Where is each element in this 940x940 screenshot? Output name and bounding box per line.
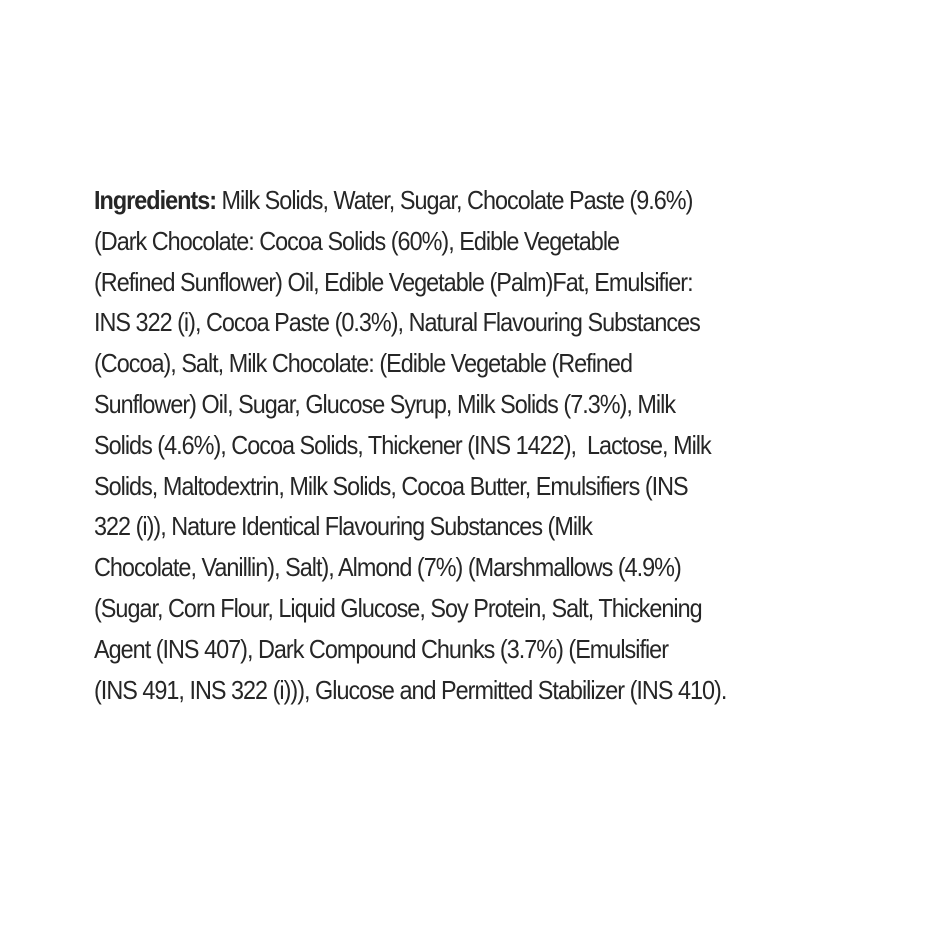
ingredients-line: (Cocoa), Salt, Milk Chocolate: (Edible Vegetable (Refined xyxy=(94,348,632,379)
ingredients-line: (Sugar, Corn Flour, Liquid Glucose, Soy Protein, Salt, Thickening xyxy=(94,592,702,623)
ingredients-line: Chocolate, Vanillin), Salt), Almond (7%) (Marshmallows (4.9%) xyxy=(94,552,681,583)
ingredients-line: 322 (i)), Nature Identical Flavouring Substances (Milk xyxy=(94,511,592,542)
ingredients-line: (Refined Sunflower) Oil, Edible Vegetable (Palm)Fat, Emulsifier: xyxy=(94,266,693,297)
ingredients-panel xyxy=(94,180,894,710)
ingredients-line xyxy=(94,180,814,221)
ingredients-text: Milk Solids, Water, Sugar, Chocolate Paste (9.6%) xyxy=(216,185,693,215)
ingredients-line: Solids (4.6%), Cocoa Solids, Thickener (INS 1422), Lactose, Milk xyxy=(94,429,711,460)
ingredients-line: (Dark Chocolate: Cocoa Solids (60%), Edible Vegetable xyxy=(94,225,620,256)
ingredients-line: Solids, Maltodextrin, Milk Solids, Cocoa Butter, Emulsifiers (INS xyxy=(94,470,688,501)
ingredients-line: INS 322 (i), Cocoa Paste (0.3%), Natural Flavouring Substances xyxy=(94,307,700,338)
ingredients-line: Agent (INS 407), Dark Compound Chunks (3.7%) (Emulsifier xyxy=(94,633,669,664)
ingredients-heading: Ingredients: xyxy=(94,185,217,215)
ingredients-line: Sunflower) Oil, Sugar, Glucose Syrup, Milk Solids (7.3%), Milk xyxy=(94,388,676,419)
ingredients-line: (INS 491, INS 322 (i))), Glucose and Permitted Stabilizer (INS 410). xyxy=(94,674,727,705)
